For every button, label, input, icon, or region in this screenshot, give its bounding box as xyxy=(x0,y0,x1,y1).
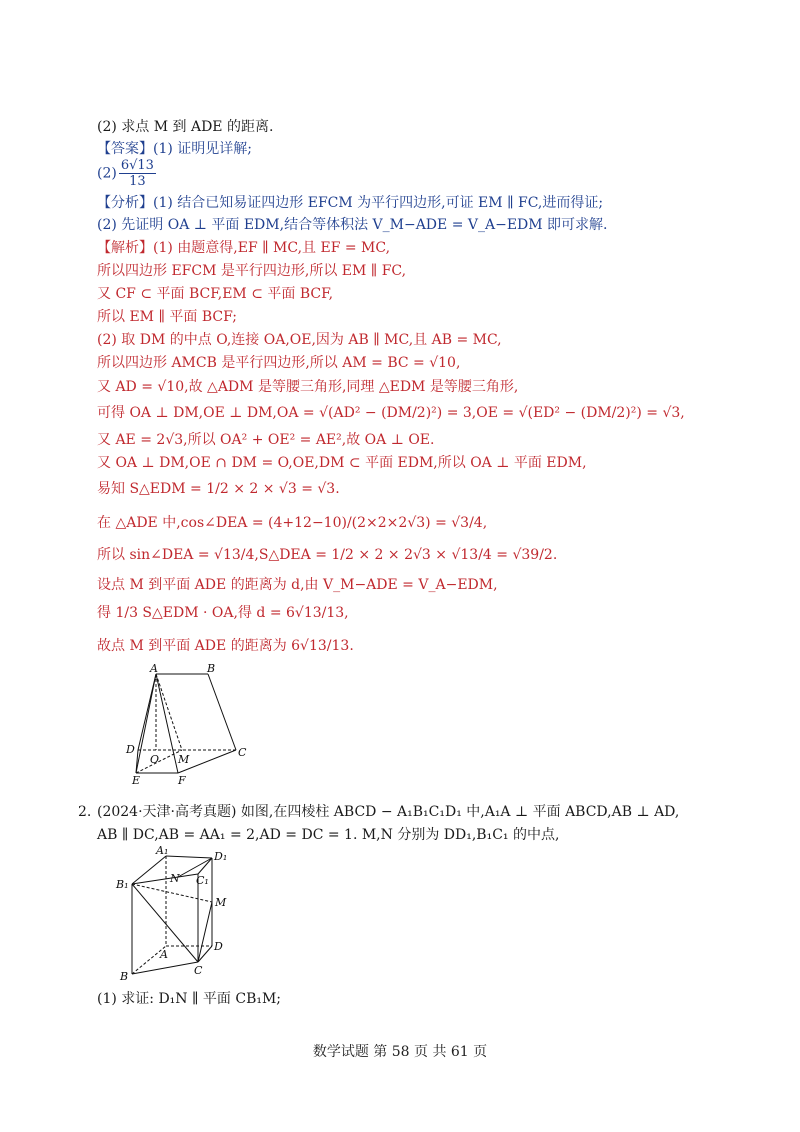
figure-2-prism xyxy=(112,840,242,985)
page-footer: 数学试题 第 58 页 共 61 页 xyxy=(312,1044,488,1060)
fig1-label-m: M xyxy=(178,753,190,766)
answer-fraction-num: 6√13 xyxy=(120,158,154,173)
answer-part1: (1) 证明见详解; xyxy=(153,141,252,157)
solution-line-7: 又 AD = √10,故 △ADM 是等腰三角形,同理 △EDM 是等腰三角形, xyxy=(97,379,519,395)
fig1-label-o: O xyxy=(150,753,160,766)
answer-part2-prefix: (2) xyxy=(97,165,117,182)
solution-line-12: 在 △ADE 中,cos∠DEA = (4+12−10)/(2×2×2√3) = √3/4, xyxy=(97,515,488,531)
fig2-label-a: A xyxy=(160,948,168,961)
fig1-label-b: B xyxy=(207,662,216,675)
problem-2-sub-1: (1) 求证: D₁N ∥ 平面 CB₁M; xyxy=(97,991,282,1007)
solution-line-5: (2) 取 DM 的中点 O,连接 OA,OE,因为 AB ∥ MC,且 AB = MC, xyxy=(97,332,502,348)
analysis-line-2: (2) 先证明 OA ⊥ 平面 EDM,结合等体积法 V_M−ADE = V_A−EDM 即可求解. xyxy=(97,217,608,233)
fig1-label-c: C xyxy=(238,746,247,759)
fig1-label-e: E xyxy=(132,774,141,785)
solution-line-4: 所以 EM ∥ 平面 BCF; xyxy=(97,309,238,325)
answer-fraction xyxy=(119,158,156,189)
solution-line-3: 又 CF ⊂ 平面 BCF,EM ⊂ 平面 BCF, xyxy=(97,286,334,302)
solution-line-11: 易知 S△EDM = 1/2 × 2 × √3 = √3. xyxy=(97,481,340,497)
solution-line-8: 可得 OA ⊥ DM,OE ⊥ DM,OA = √(AD² − (DM/2)²) = 3,OE = √(ED² − (DM/2)²) = √3, xyxy=(97,405,685,421)
answer-tag: 【答案】 xyxy=(97,141,153,157)
analysis-text-1: (1) 结合已知易证四边形 EFCM 为平行四边形,可证 EM ∥ FC,进而得证; xyxy=(153,195,604,211)
analysis-line-1 xyxy=(97,194,603,212)
solution-text-1: (1) 由题意得,EF ∥ MC,且 EF = MC, xyxy=(153,240,391,256)
fig1-label-f: F xyxy=(178,774,186,785)
answer-line xyxy=(97,140,252,158)
fig2-label-b1: B₁ xyxy=(116,878,129,891)
solution-line-16: 故点 M 到平面 ADE 的距离为 6√13/13. xyxy=(97,638,354,654)
fig2-label-d: D xyxy=(214,940,223,953)
fig2-label-m: M xyxy=(215,896,227,909)
solution-line-2: 所以四边形 EFCM 是平行四边形,所以 EM ∥ FC, xyxy=(97,263,407,279)
solution-tag: 【解析】 xyxy=(97,240,153,256)
fig2-label-c: C xyxy=(194,964,203,977)
answer-fraction-den: 13 xyxy=(129,174,146,189)
solution-line-6: 所以四边形 AMCB 是平行四边形,所以 AM = BC = √10, xyxy=(97,355,461,371)
answer-part2 xyxy=(97,158,158,189)
fig2-label-b: B xyxy=(120,970,129,983)
analysis-tag: 【分析】 xyxy=(97,195,153,211)
solution-line-13: 所以 sin∠DEA = √13/4,S△DEA = 1/2 × 2 × 2√3 × √13/4 = √39/2. xyxy=(97,547,558,563)
fig1-label-a: A xyxy=(150,662,158,675)
fig2-label-d1: D₁ xyxy=(214,850,228,863)
solution-line-15: 得 1/3 S△EDM · OA,得 d = 6√13/13, xyxy=(97,605,349,621)
problem-2-number: 2. xyxy=(78,804,92,820)
solution-line-14: 设点 M 到平面 ADE 的距离为 d,由 V_M−ADE = V_A−EDM, xyxy=(97,577,498,593)
problem-2-line-1: (2024·天津·高考真题) 如图,在四棱柱 ABCD − A₁B₁C₁D₁ 中,A₁A ⊥ 平面 ABCD,AB ⊥ AD, xyxy=(97,804,680,820)
figure-1-prism xyxy=(110,660,260,785)
solution-line-9: 又 AE = 2√3,所以 OA² + OE² = AE²,故 OA ⊥ OE. xyxy=(97,432,435,448)
question-2-text: (2) 求点 M 到 ADE 的距离. xyxy=(97,119,274,135)
fig2-label-n: N xyxy=(170,872,180,885)
fig2-label-c1: C₁ xyxy=(196,874,209,887)
solution-line-10: 又 OA ⊥ DM,OE ∩ DM = O,OE,DM ⊂ 平面 EDM,所以 OA ⊥ 平面 EDM, xyxy=(97,455,587,471)
problem-2-line-2: AB ∥ DC,AB = AA₁ = 2,AD = DC = 1. M,N 分别为 DD₁,B₁C₁ 的中点, xyxy=(97,827,560,843)
fig1-label-d: D xyxy=(126,743,135,756)
solution-line-1 xyxy=(97,239,390,257)
fig2-label-a1: A₁ xyxy=(156,844,169,857)
